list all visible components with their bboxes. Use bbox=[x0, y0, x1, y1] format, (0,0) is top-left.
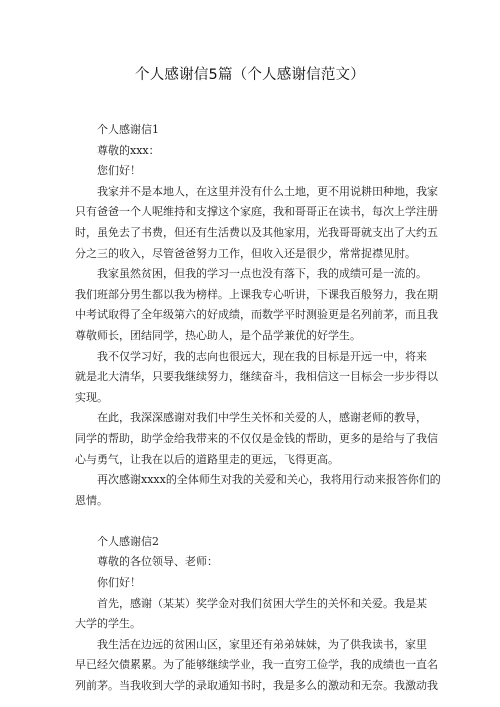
paragraph-line: 时，虽免去了书费，但还有生活费以及其他家用，光我哥哥就支出了大约五 bbox=[75, 225, 438, 239]
paragraph-line: 我家虽然贫困，但我的学习一点也没有落下，我的成绩可是一流的。 bbox=[97, 267, 427, 281]
paragraph-line: 我们班部分男生都以我为榜样。上课我专心听讲，下课我百般努力，我在期 bbox=[75, 287, 438, 301]
paragraph-line: 分之三的收入，尽管爸爸努力工作，但收入还是很少，常常捉襟见肘。 bbox=[75, 246, 416, 260]
paragraph-line: 恩情。 bbox=[75, 493, 108, 507]
letter-heading: 个人感谢信1 bbox=[97, 123, 159, 136]
letter-salutation: 尊敬的xxx： bbox=[97, 143, 160, 157]
paragraph-line: 实现。 bbox=[75, 390, 108, 404]
paragraph-line: 尊敬师长，团结同学，热心助人，是个品学兼优的好学生。 bbox=[75, 328, 361, 342]
letter-section bbox=[75, 532, 438, 697]
paragraph-line: 中考试取得了全年级第六的好成绩，而数学平时测验更是名列前茅，而且我 bbox=[75, 308, 438, 322]
page-title: 个人感谢信5篇（个人感谢信范文） bbox=[135, 67, 365, 83]
paragraph-line: 大学的学生。 bbox=[75, 617, 141, 631]
letter-greeting: 您们好！ bbox=[97, 164, 141, 178]
paragraph-line: 心与勇气，让我在以后的道路里走的更远，飞得更高。 bbox=[75, 452, 339, 466]
paragraph-line: 只有爸爸一个人呢维持和支撑这个家庭，我和哥哥正在读书，每次上学注册 bbox=[75, 205, 438, 219]
letter-greeting: 你们好！ bbox=[97, 576, 141, 590]
letter-paragraph bbox=[75, 408, 438, 470]
paragraph-line: 早已经欠债累累。为了能够继续学业，我一直穷工俭学，我的成绩也一直名 bbox=[75, 658, 438, 672]
paragraph-line: 列前茅。当我收到大学的录取通知书时，我是多么的激动和无奈。我激动我 bbox=[75, 679, 438, 693]
letter-salutation: 尊敬的各位领导、老师： bbox=[97, 555, 218, 569]
letter-paragraph bbox=[75, 182, 438, 264]
letter-paragraph bbox=[75, 470, 441, 511]
paragraph-line: 首先，感谢（某某）奖学金对我们贫困大学生的关怀和关爱。我是某 bbox=[97, 596, 427, 610]
paragraph-line: 我家并不是本地人，在这里并没有什么土地，更不用说耕田种地，我家 bbox=[97, 184, 438, 198]
letter-section bbox=[75, 120, 441, 511]
letter-heading: 个人感谢信2 bbox=[97, 534, 159, 548]
article-body bbox=[75, 120, 441, 697]
letter-paragraph bbox=[75, 264, 438, 346]
paragraph-line: 我生活在边远的贫困山区，家里还有弟弟妹妹，为了供我读书，家里 bbox=[97, 637, 427, 651]
paragraph-line: 就是北大清华，只要我继续努力，继续奋斗，我相信这一目标会一步步得以 bbox=[75, 370, 438, 384]
letter-paragraph bbox=[75, 347, 438, 409]
paragraph-line: 同学的帮助，助学金给我带来的不仅仅是金钱的帮助，更多的是给与了我信 bbox=[75, 431, 438, 445]
paragraph-line: 再次感谢xxxx的全体师生对我的关爱和关心，我将用行动来报答你们的 bbox=[97, 473, 441, 487]
letter-paragraph bbox=[75, 594, 427, 635]
paragraph-line: 我不仅学习好，我的志向也很远大，现在我的目标是开远一中，将来 bbox=[97, 349, 427, 363]
letter-paragraph bbox=[75, 635, 438, 697]
paragraph-line: 在此，我深深感谢对我们中学生关怀和关爱的人，感谢老师的教导， bbox=[97, 411, 427, 425]
